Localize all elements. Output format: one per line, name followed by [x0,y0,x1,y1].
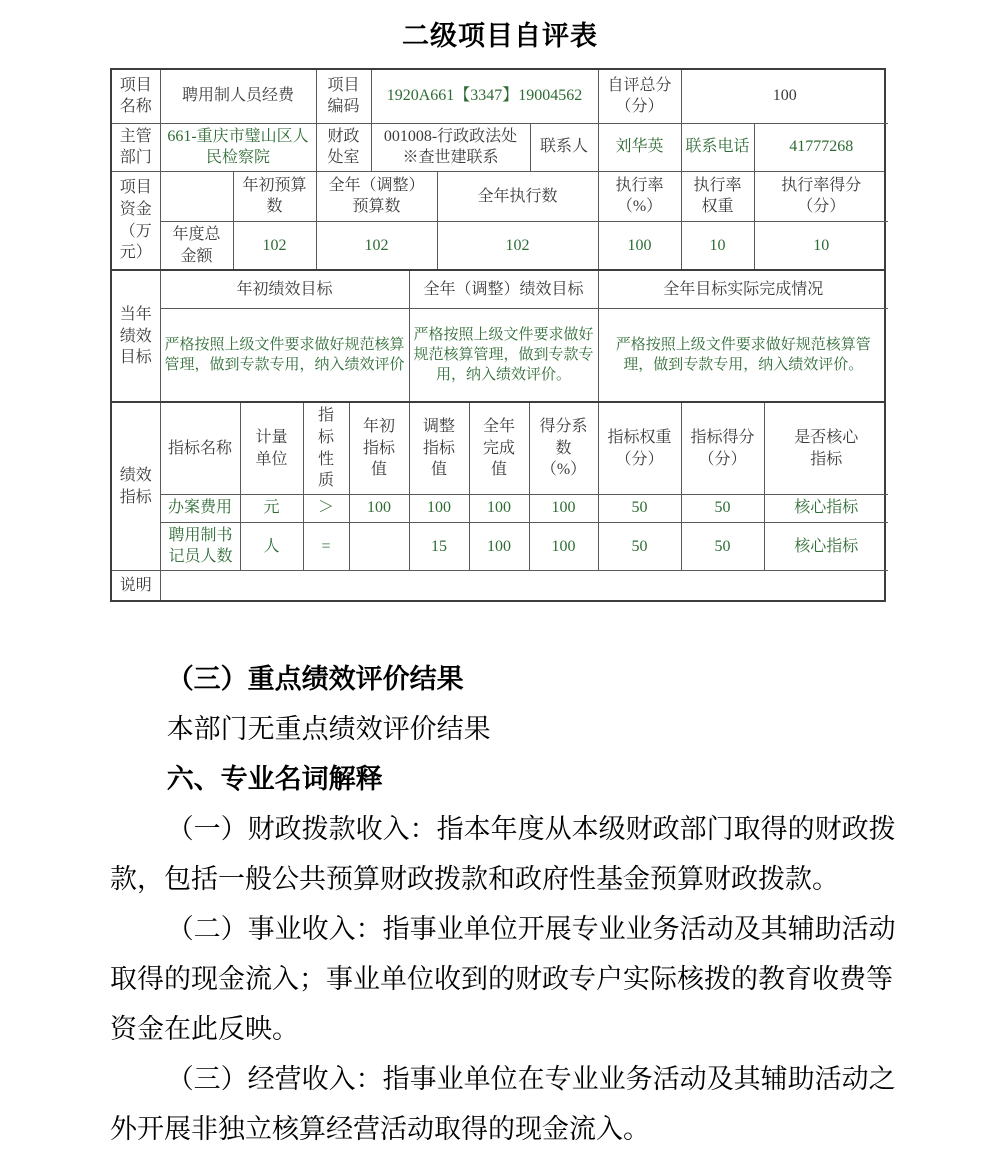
ind-header-completed-value: 全年完成值 [469,403,529,494]
note-label: 说明 [112,570,160,600]
ind-row2-weight: 50 [598,522,681,570]
funds-row-label: 年度总金额 [160,222,233,270]
ind-header-name: 指标名称 [160,403,240,494]
self-score-label: 自评总分（分） [598,70,681,123]
table-row [112,222,888,270]
para-no-key-result: 本部门无重点绩效评价结果 [166,714,491,745]
ind-header-initial-value: 年初指标值 [349,403,409,494]
ind-row1-unit: 元 [240,494,303,522]
note-row [112,570,888,600]
ind-header-weight: 指标权重（分） [598,403,681,494]
goals-actual-text: 严格按照上级文件要求做好规范核算管理，做到专款专用，纳入绩效评价。 [598,308,888,401]
funds-header-executed: 全年执行数 [437,172,598,222]
ind-row2-completed: 100 [469,522,529,570]
funds-exec-rate: 100 [598,222,681,270]
document-body [110,654,896,1154]
funds-exec-weight: 10 [681,222,754,270]
funds-header-exec-weight: 执行率权重 [681,172,754,222]
ind-row1-weight: 50 [598,494,681,522]
ind-row1-score: 50 [681,494,764,522]
ind-row1-completed: 100 [469,494,529,522]
funds-label: 项目资金（万元） [112,172,160,270]
ind-row2-nature: = [303,522,349,570]
finance-office-value: 001008-行政政法处 ※查世建联系 [371,123,530,171]
section-indicators [112,401,884,600]
ind-row1-adjusted: 100 [409,494,469,522]
ind-row1-core: 核心指标 [764,494,888,522]
table-row [112,308,888,401]
heading-key-evaluation-result: （三）重点绩效评价结果 [166,664,464,695]
funds-header-exec-score: 执行率得分（分） [754,172,888,222]
ind-header-nature: 指标性质 [303,403,349,494]
dept-label: 主管部门 [112,123,160,171]
section-goals [112,269,884,401]
funds-adjusted-budget: 102 [316,222,437,270]
project-name-label: 项目名称 [112,70,160,123]
contact-label: 联系人 [530,123,598,171]
phone-label: 联系电话 [681,123,754,171]
indicator-row [112,522,888,570]
table-row [112,271,888,308]
ind-row1-initial: 100 [349,494,409,522]
page-title: 二级项目自评表 [402,21,598,51]
goals-header-adjusted: 全年（调整）绩效目标 [409,271,598,308]
goals-header-actual: 全年目标实际完成情况 [598,271,888,308]
table-row [112,403,888,494]
ind-row2-core: 核心指标 [764,522,888,570]
ind-row2-name: 聘用制书记员人数 [160,522,240,570]
para-fiscal-appropriation: （一）财政拨款收入：指本年度从本级财政部门取得的财政拨款，包括一般公共预算财政拨款和政府性基金预算财政拨款。 [110,814,896,895]
funds-initial-budget: 102 [233,222,316,270]
ind-header-score-coef: 得分系数（%） [529,403,598,494]
table-row [112,123,888,171]
section-basic-info [112,70,884,171]
ind-row1-name: 办案费用 [160,494,240,522]
para-operating-income: （三）经营收入：指事业单位在专业业务活动及其辅助活动之外开展非独立核算经营活动取得的现金流入。 [110,1064,896,1145]
self-assessment-table [110,68,886,602]
goals-initial-text: 严格按照上级文件要求做好规范核算管理，做到专款专用，纳入绩效评价 [160,308,409,401]
funds-executed: 102 [437,222,598,270]
ind-header-unit: 计量单位 [240,403,303,494]
table-row [112,172,888,222]
ind-row1-coef: 100 [529,494,598,522]
ind-row2-coef: 100 [529,522,598,570]
project-code-value: 1920A661【3347】19004562 [371,70,598,123]
heading-terminology: 六、专业名词解释 [166,764,383,795]
goals-adjusted-text: 严格按照上级文件要求做好规范核算管理，做到专款专用，纳入绩效评价。 [409,308,598,401]
section-funds [112,171,884,270]
phone-value: 41777268 [754,123,888,171]
indicators-label: 绩效指标 [112,403,160,570]
para-business-income: （二）事业收入：指事业单位开展专业业务活动及其辅助活动取得的现金流入；事业单位收到的财政专户实际核拨的教育收费等资金在此反映。 [110,914,896,1045]
project-name-value: 聘用制人员经费 [160,70,316,123]
ind-row1-nature: ＞ [303,494,349,522]
goals-header-initial: 年初绩效目标 [160,271,409,308]
finance-office-label: 财政处室 [316,123,371,171]
project-code-label: 项目编码 [316,70,371,123]
ind-header-adjusted-value: 调整指标值 [409,403,469,494]
indicator-row [112,494,888,522]
funds-empty-cell [160,172,233,222]
ind-row2-unit: 人 [240,522,303,570]
table-row [112,70,888,123]
ind-row2-initial [349,522,409,570]
funds-header-exec-rate: 执行率（%） [598,172,681,222]
funds-header-initial-budget: 年初预算数 [233,172,316,222]
funds-exec-score: 10 [754,222,888,270]
funds-header-adjusted-budget: 全年（调整）预算数 [316,172,437,222]
contact-value: 刘华英 [598,123,681,171]
note-value [160,570,888,600]
ind-row2-adjusted: 15 [409,522,469,570]
ind-row2-score: 50 [681,522,764,570]
goals-label: 当年绩效目标 [112,271,160,401]
ind-header-core: 是否核心指标 [764,403,888,494]
ind-header-score: 指标得分（分） [681,403,764,494]
self-score-value: 100 [681,70,888,123]
dept-value: 661-重庆市璧山区人民检察院 [160,123,316,171]
